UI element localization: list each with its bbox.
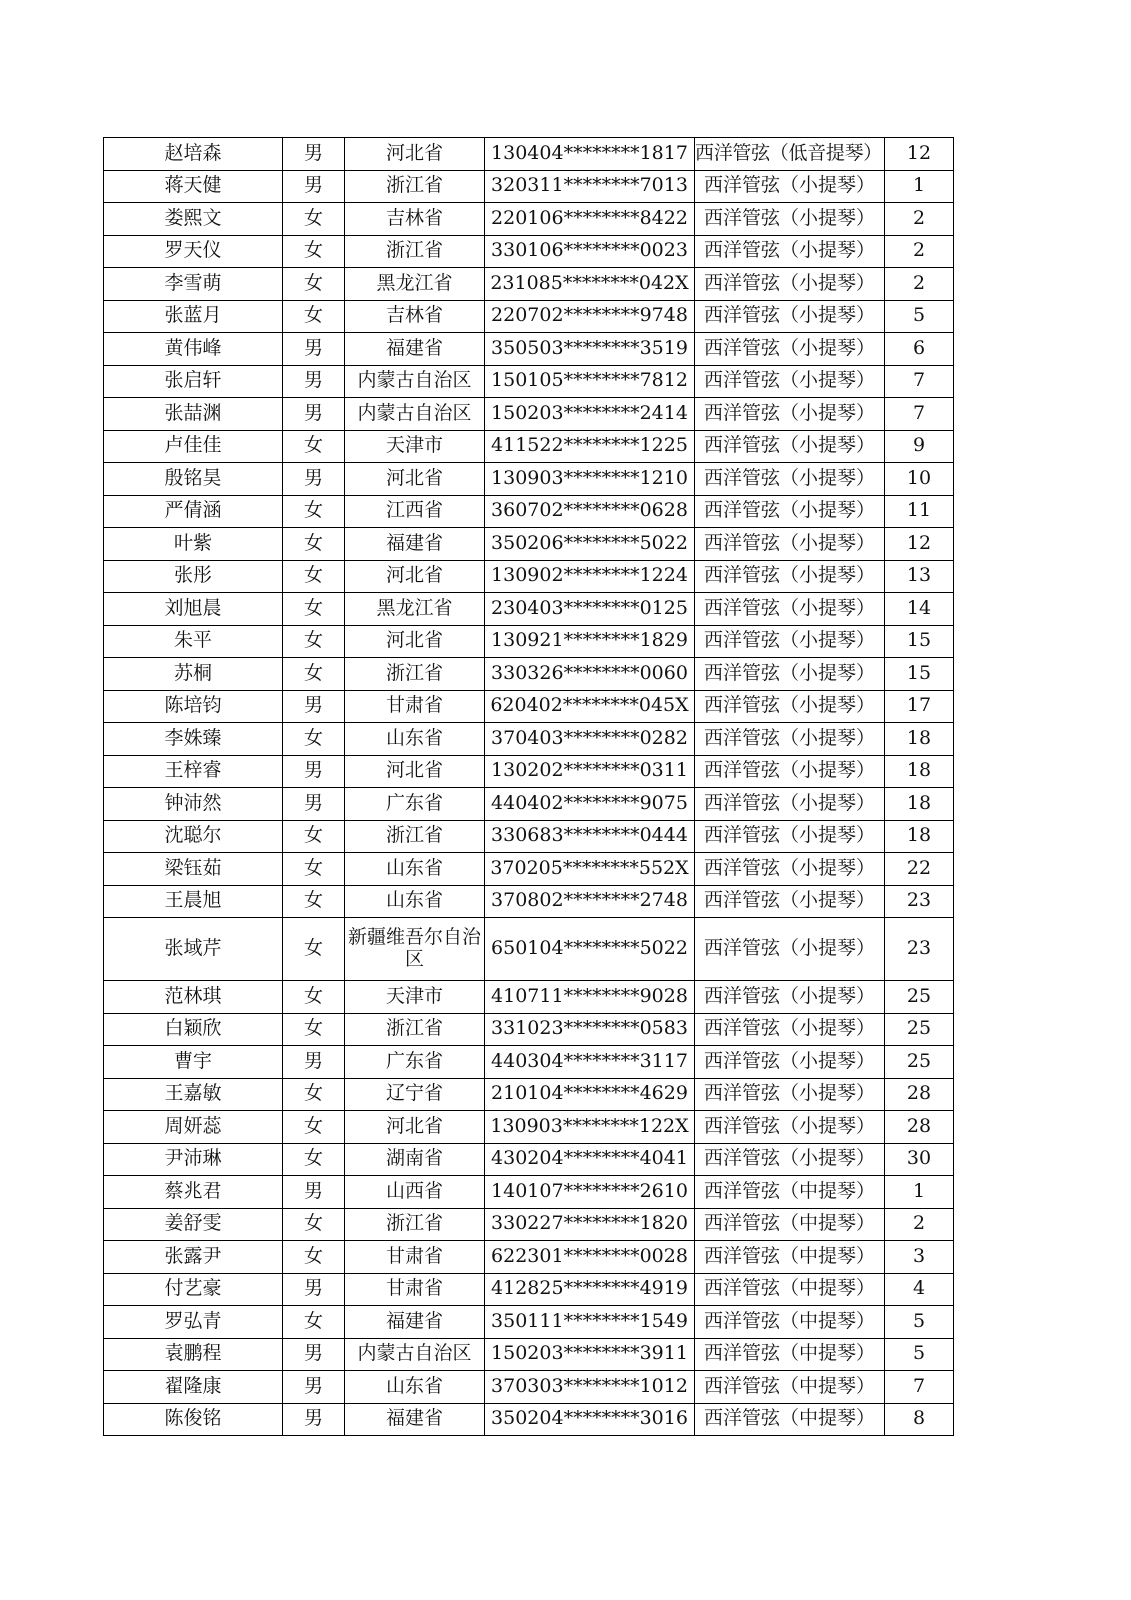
major-cell: 西洋管弦（中提琴） — [695, 1371, 885, 1404]
province-cell: 河北省 — [345, 463, 485, 496]
major-cell: 西洋管弦（小提琴） — [695, 1111, 885, 1144]
table-row — [104, 1078, 954, 1111]
major-cell: 西洋管弦（小提琴） — [695, 203, 885, 236]
table-row — [104, 918, 954, 981]
province-cell: 浙江省 — [345, 820, 485, 853]
rank-cell: 1 — [885, 170, 954, 203]
id-number-cell: 370802********2748 — [485, 885, 695, 918]
id-number-cell: 330227********1820 — [485, 1208, 695, 1241]
province-cell: 浙江省 — [345, 235, 485, 268]
province-cell: 甘肃省 — [345, 1241, 485, 1274]
id-number-cell: 370403********0282 — [485, 723, 695, 756]
gender-cell: 男 — [283, 463, 345, 496]
rank-cell: 1 — [885, 1176, 954, 1209]
province-cell: 黑龙江省 — [345, 268, 485, 301]
id-number-cell: 620402********045X — [485, 690, 695, 723]
id-number-cell: 350206********5022 — [485, 528, 695, 561]
gender-cell: 女 — [283, 918, 345, 981]
major-cell: 西洋管弦（小提琴） — [695, 235, 885, 268]
gender-cell: 女 — [283, 723, 345, 756]
name-cell: 梁钰茹 — [104, 853, 283, 886]
table-row — [104, 1371, 954, 1404]
province-cell: 内蒙古自治区 — [345, 398, 485, 431]
table-row — [104, 300, 954, 333]
province-cell: 福建省 — [345, 1403, 485, 1436]
name-cell: 陈俊铭 — [104, 1403, 283, 1436]
gender-cell: 男 — [283, 1176, 345, 1209]
name-cell: 罗弘青 — [104, 1306, 283, 1339]
table-row — [104, 1403, 954, 1436]
major-cell: 西洋管弦（小提琴） — [695, 690, 885, 723]
province-cell: 河北省 — [345, 560, 485, 593]
table-row — [104, 885, 954, 918]
name-cell: 尹沛琳 — [104, 1143, 283, 1176]
table-row — [104, 593, 954, 626]
gender-cell: 女 — [283, 203, 345, 236]
major-cell: 西洋管弦（小提琴） — [695, 625, 885, 658]
id-number-cell: 130404********1817 — [485, 138, 695, 171]
province-cell: 辽宁省 — [345, 1078, 485, 1111]
gender-cell: 男 — [283, 1403, 345, 1436]
name-cell: 李雪萌 — [104, 268, 283, 301]
rank-cell: 11 — [885, 495, 954, 528]
gender-cell: 男 — [283, 1046, 345, 1079]
table-row — [104, 1143, 954, 1176]
rank-cell: 6 — [885, 333, 954, 366]
province-cell: 山东省 — [345, 885, 485, 918]
name-cell: 罗天仪 — [104, 235, 283, 268]
id-number-cell: 210104********4629 — [485, 1078, 695, 1111]
name-cell: 娄熙文 — [104, 203, 283, 236]
name-cell: 严倩涵 — [104, 495, 283, 528]
table-row — [104, 1306, 954, 1339]
gender-cell: 女 — [283, 300, 345, 333]
rank-cell: 5 — [885, 1306, 954, 1339]
id-number-cell: 360702********0628 — [485, 495, 695, 528]
gender-cell: 男 — [283, 788, 345, 821]
province-cell: 河北省 — [345, 625, 485, 658]
table-row — [104, 560, 954, 593]
gender-cell: 女 — [283, 820, 345, 853]
name-cell: 刘旭晨 — [104, 593, 283, 626]
major-cell: 西洋管弦（小提琴） — [695, 170, 885, 203]
gender-cell: 女 — [283, 1078, 345, 1111]
table-row — [104, 788, 954, 821]
major-cell: 西洋管弦（小提琴） — [695, 398, 885, 431]
name-cell: 殷铭昊 — [104, 463, 283, 496]
table-row — [104, 723, 954, 756]
major-cell: 西洋管弦（小提琴） — [695, 918, 885, 981]
major-cell: 西洋管弦（中提琴） — [695, 1176, 885, 1209]
rank-cell: 23 — [885, 885, 954, 918]
id-number-cell: 150203********2414 — [485, 398, 695, 431]
major-cell: 西洋管弦（小提琴） — [695, 268, 885, 301]
gender-cell: 男 — [283, 333, 345, 366]
province-cell: 内蒙古自治区 — [345, 365, 485, 398]
name-cell: 王晨旭 — [104, 885, 283, 918]
rank-cell: 5 — [885, 1338, 954, 1371]
table-row — [104, 495, 954, 528]
id-number-cell: 220702********9748 — [485, 300, 695, 333]
gender-cell: 女 — [283, 560, 345, 593]
major-cell: 西洋管弦（小提琴） — [695, 300, 885, 333]
id-number-cell: 150203********3911 — [485, 1338, 695, 1371]
province-cell: 新疆维吾尔自治区 — [345, 918, 485, 981]
major-cell: 西洋管弦（小提琴） — [695, 853, 885, 886]
gender-cell: 女 — [283, 235, 345, 268]
province-cell: 吉林省 — [345, 203, 485, 236]
province-cell: 山东省 — [345, 723, 485, 756]
id-number-cell: 370205********552X — [485, 853, 695, 886]
major-cell: 西洋管弦（低音提琴） — [695, 138, 885, 171]
major-cell: 西洋管弦（小提琴） — [695, 463, 885, 496]
id-number-cell: 330326********0060 — [485, 658, 695, 691]
gender-cell: 女 — [283, 1143, 345, 1176]
province-cell: 河北省 — [345, 1111, 485, 1144]
name-cell: 翟隆康 — [104, 1371, 283, 1404]
major-cell: 西洋管弦（小提琴） — [695, 333, 885, 366]
id-number-cell: 650104********5022 — [485, 918, 695, 981]
major-cell: 西洋管弦（小提琴） — [695, 885, 885, 918]
id-number-cell: 130902********1224 — [485, 560, 695, 593]
table-row — [104, 268, 954, 301]
major-cell: 西洋管弦（中提琴） — [695, 1208, 885, 1241]
table-row — [104, 398, 954, 431]
table-row — [104, 170, 954, 203]
province-cell: 福建省 — [345, 528, 485, 561]
results-table-body — [104, 138, 954, 1436]
gender-cell: 女 — [283, 658, 345, 691]
id-number-cell: 411522********1225 — [485, 430, 695, 463]
id-number-cell: 130903********122X — [485, 1111, 695, 1144]
rank-cell: 12 — [885, 528, 954, 561]
major-cell: 西洋管弦（中提琴） — [695, 1273, 885, 1306]
province-cell: 广东省 — [345, 788, 485, 821]
table-row — [104, 1046, 954, 1079]
gender-cell: 女 — [283, 853, 345, 886]
major-cell: 西洋管弦（小提琴） — [695, 820, 885, 853]
name-cell: 付艺豪 — [104, 1273, 283, 1306]
id-number-cell: 440402********9075 — [485, 788, 695, 821]
name-cell: 蒋天健 — [104, 170, 283, 203]
rank-cell: 25 — [885, 1046, 954, 1079]
table-row — [104, 690, 954, 723]
id-number-cell: 220106********8422 — [485, 203, 695, 236]
table-row — [104, 1176, 954, 1209]
rank-cell: 30 — [885, 1143, 954, 1176]
major-cell: 西洋管弦（小提琴） — [695, 593, 885, 626]
province-cell: 湖南省 — [345, 1143, 485, 1176]
gender-cell: 女 — [283, 1241, 345, 1274]
rank-cell: 18 — [885, 723, 954, 756]
id-number-cell: 410711********9028 — [485, 981, 695, 1014]
rank-cell: 12 — [885, 138, 954, 171]
gender-cell: 女 — [283, 1013, 345, 1046]
gender-cell: 女 — [283, 495, 345, 528]
gender-cell: 男 — [283, 365, 345, 398]
name-cell: 范林琪 — [104, 981, 283, 1014]
gender-cell: 女 — [283, 981, 345, 1014]
province-cell: 浙江省 — [345, 658, 485, 691]
table-row — [104, 658, 954, 691]
rank-cell: 17 — [885, 690, 954, 723]
table-row — [104, 625, 954, 658]
id-number-cell: 370303********1012 — [485, 1371, 695, 1404]
rank-cell: 8 — [885, 1403, 954, 1436]
name-cell: 钟沛然 — [104, 788, 283, 821]
id-number-cell: 331023********0583 — [485, 1013, 695, 1046]
id-number-cell: 350111********1549 — [485, 1306, 695, 1339]
table-row — [104, 333, 954, 366]
gender-cell: 女 — [283, 1111, 345, 1144]
name-cell: 曹宇 — [104, 1046, 283, 1079]
province-cell: 广东省 — [345, 1046, 485, 1079]
name-cell: 周妍蕊 — [104, 1111, 283, 1144]
rank-cell: 23 — [885, 918, 954, 981]
table-row — [104, 1111, 954, 1144]
table-row — [104, 1273, 954, 1306]
province-cell: 江西省 — [345, 495, 485, 528]
province-cell: 河北省 — [345, 138, 485, 171]
table-row — [104, 820, 954, 853]
rank-cell: 2 — [885, 235, 954, 268]
major-cell: 西洋管弦（小提琴） — [695, 723, 885, 756]
table-row — [104, 203, 954, 236]
rank-cell: 2 — [885, 1208, 954, 1241]
gender-cell: 男 — [283, 170, 345, 203]
gender-cell: 男 — [283, 690, 345, 723]
rank-cell: 13 — [885, 560, 954, 593]
rank-cell: 14 — [885, 593, 954, 626]
gender-cell: 女 — [283, 593, 345, 626]
gender-cell: 女 — [283, 1306, 345, 1339]
table-row — [104, 1241, 954, 1274]
id-number-cell: 412825********4919 — [485, 1273, 695, 1306]
province-cell: 天津市 — [345, 981, 485, 1014]
province-cell: 天津市 — [345, 430, 485, 463]
name-cell: 张蓝月 — [104, 300, 283, 333]
table-row — [104, 463, 954, 496]
major-cell: 西洋管弦（小提琴） — [695, 365, 885, 398]
gender-cell: 男 — [283, 1338, 345, 1371]
province-cell: 浙江省 — [345, 1013, 485, 1046]
rank-cell: 15 — [885, 625, 954, 658]
gender-cell: 女 — [283, 528, 345, 561]
major-cell: 西洋管弦（中提琴） — [695, 1338, 885, 1371]
gender-cell: 女 — [283, 430, 345, 463]
province-cell: 福建省 — [345, 333, 485, 366]
province-cell: 甘肃省 — [345, 690, 485, 723]
name-cell: 李姝臻 — [104, 723, 283, 756]
province-cell: 福建省 — [345, 1306, 485, 1339]
major-cell: 西洋管弦（小提琴） — [695, 528, 885, 561]
gender-cell: 男 — [283, 1273, 345, 1306]
major-cell: 西洋管弦（小提琴） — [695, 495, 885, 528]
rank-cell: 3 — [885, 1241, 954, 1274]
id-number-cell: 150105********7812 — [485, 365, 695, 398]
rank-cell: 7 — [885, 398, 954, 431]
table-row — [104, 981, 954, 1014]
table-row — [104, 528, 954, 561]
rank-cell: 15 — [885, 658, 954, 691]
gender-cell: 女 — [283, 268, 345, 301]
province-cell: 吉林省 — [345, 300, 485, 333]
major-cell: 西洋管弦（小提琴） — [695, 1046, 885, 1079]
rank-cell: 7 — [885, 365, 954, 398]
major-cell: 西洋管弦（小提琴） — [695, 560, 885, 593]
name-cell: 沈聪尔 — [104, 820, 283, 853]
id-number-cell: 231085********042X — [485, 268, 695, 301]
name-cell: 张彤 — [104, 560, 283, 593]
rank-cell: 9 — [885, 430, 954, 463]
name-cell: 张域芹 — [104, 918, 283, 981]
table-row — [104, 853, 954, 886]
province-cell: 山东省 — [345, 853, 485, 886]
gender-cell: 女 — [283, 1208, 345, 1241]
id-number-cell: 130903********1210 — [485, 463, 695, 496]
table-row — [104, 1013, 954, 1046]
rank-cell: 2 — [885, 203, 954, 236]
major-cell: 西洋管弦（小提琴） — [695, 1078, 885, 1111]
rank-cell: 10 — [885, 463, 954, 496]
rank-cell: 18 — [885, 755, 954, 788]
province-cell: 河北省 — [345, 755, 485, 788]
table-row — [104, 138, 954, 171]
id-number-cell: 430204********4041 — [485, 1143, 695, 1176]
name-cell: 张启轩 — [104, 365, 283, 398]
name-cell: 蔡兆君 — [104, 1176, 283, 1209]
id-number-cell: 230403********0125 — [485, 593, 695, 626]
gender-cell: 男 — [283, 398, 345, 431]
id-number-cell: 140107********2610 — [485, 1176, 695, 1209]
name-cell: 陈培钧 — [104, 690, 283, 723]
rank-cell: 22 — [885, 853, 954, 886]
id-number-cell: 130921********1829 — [485, 625, 695, 658]
province-cell: 黑龙江省 — [345, 593, 485, 626]
province-cell: 浙江省 — [345, 170, 485, 203]
name-cell: 姜舒雯 — [104, 1208, 283, 1241]
name-cell: 叶紫 — [104, 528, 283, 561]
major-cell: 西洋管弦（中提琴） — [695, 1306, 885, 1339]
gender-cell: 男 — [283, 1371, 345, 1404]
major-cell: 西洋管弦（中提琴） — [695, 1241, 885, 1274]
major-cell: 西洋管弦（小提琴） — [695, 1013, 885, 1046]
table-row — [104, 755, 954, 788]
table-row — [104, 1208, 954, 1241]
major-cell: 西洋管弦（小提琴） — [695, 1143, 885, 1176]
gender-cell: 男 — [283, 755, 345, 788]
major-cell: 西洋管弦（小提琴） — [695, 755, 885, 788]
name-cell: 苏桐 — [104, 658, 283, 691]
name-cell: 黄伟峰 — [104, 333, 283, 366]
id-number-cell: 330106********0023 — [485, 235, 695, 268]
name-cell: 朱平 — [104, 625, 283, 658]
province-cell: 山东省 — [345, 1371, 485, 1404]
rank-cell: 28 — [885, 1078, 954, 1111]
rank-cell: 25 — [885, 981, 954, 1014]
table-row — [104, 365, 954, 398]
rank-cell: 7 — [885, 1371, 954, 1404]
rank-cell: 5 — [885, 300, 954, 333]
id-number-cell: 440304********3117 — [485, 1046, 695, 1079]
table-row — [104, 430, 954, 463]
province-cell: 内蒙古自治区 — [345, 1338, 485, 1371]
name-cell: 张露尹 — [104, 1241, 283, 1274]
gender-cell: 女 — [283, 885, 345, 918]
province-cell: 山西省 — [345, 1176, 485, 1209]
name-cell: 白颖欣 — [104, 1013, 283, 1046]
name-cell: 袁鹏程 — [104, 1338, 283, 1371]
results-table — [103, 137, 954, 1436]
rank-cell: 28 — [885, 1111, 954, 1144]
province-cell: 浙江省 — [345, 1208, 485, 1241]
table-row — [104, 1338, 954, 1371]
major-cell: 西洋管弦（中提琴） — [695, 1403, 885, 1436]
table-row — [104, 235, 954, 268]
major-cell: 西洋管弦（小提琴） — [695, 658, 885, 691]
province-cell: 甘肃省 — [345, 1273, 485, 1306]
major-cell: 西洋管弦（小提琴） — [695, 981, 885, 1014]
name-cell: 赵培森 — [104, 138, 283, 171]
rank-cell: 25 — [885, 1013, 954, 1046]
id-number-cell: 320311********7013 — [485, 170, 695, 203]
name-cell: 王梓睿 — [104, 755, 283, 788]
gender-cell: 男 — [283, 138, 345, 171]
id-number-cell: 350204********3016 — [485, 1403, 695, 1436]
major-cell: 西洋管弦（小提琴） — [695, 430, 885, 463]
id-number-cell: 130202********0311 — [485, 755, 695, 788]
rank-cell: 18 — [885, 820, 954, 853]
name-cell: 张喆渊 — [104, 398, 283, 431]
id-number-cell: 330683********0444 — [485, 820, 695, 853]
major-cell: 西洋管弦（小提琴） — [695, 788, 885, 821]
rank-cell: 2 — [885, 268, 954, 301]
id-number-cell: 622301********0028 — [485, 1241, 695, 1274]
id-number-cell: 350503********3519 — [485, 333, 695, 366]
name-cell: 卢佳佳 — [104, 430, 283, 463]
rank-cell: 18 — [885, 788, 954, 821]
gender-cell: 女 — [283, 625, 345, 658]
rank-cell: 4 — [885, 1273, 954, 1306]
name-cell: 王嘉敏 — [104, 1078, 283, 1111]
